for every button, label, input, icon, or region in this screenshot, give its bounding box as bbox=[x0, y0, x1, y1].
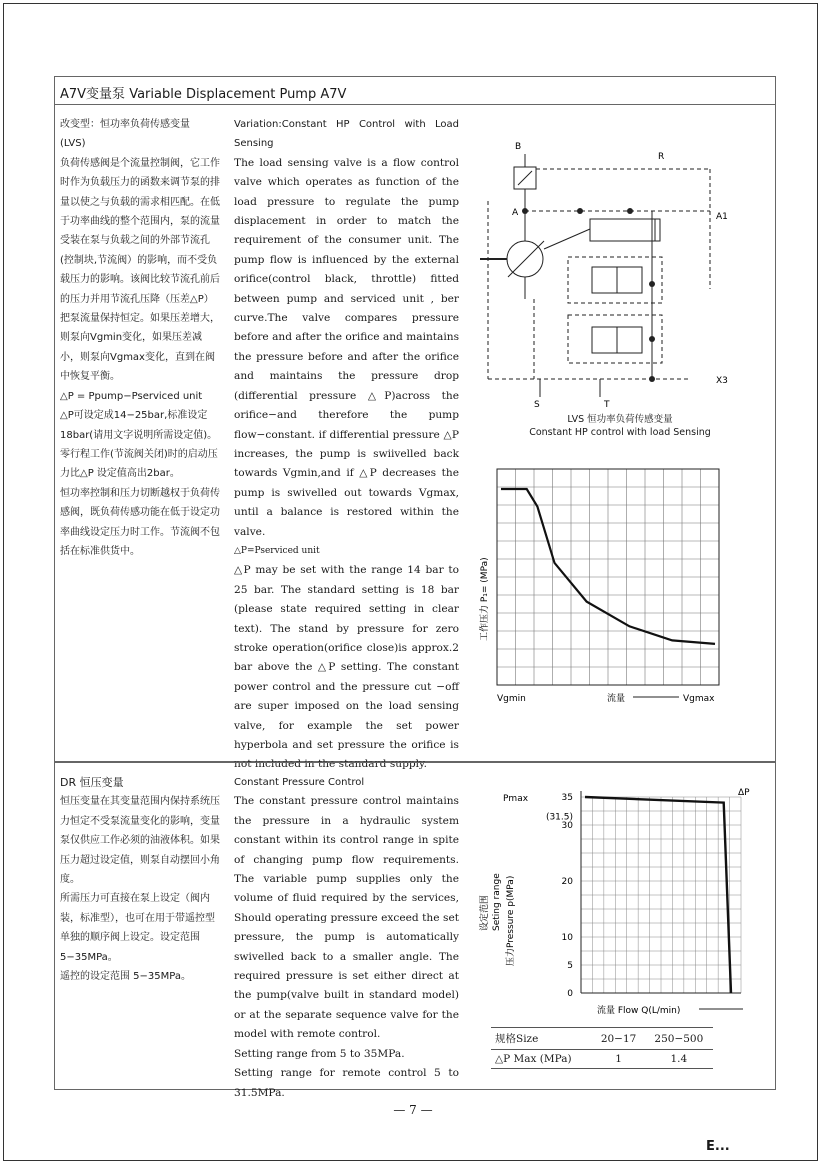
label-t: T bbox=[604, 400, 610, 409]
dr-zh-body3: 遥控的设定范围 5−35MPa。 bbox=[60, 971, 191, 983]
dr-zh-title: DR 恒压变量 bbox=[60, 776, 124, 789]
lvs-zh-body: 负荷传感阀是个流量控制阀，它工作时作为负载压力的函数来调节泵的排量以使之与负载的需求相匹配。在低于功率曲线的整个范围内，泵的流量受装在泵与负载之间的外部节流孔(控制块,节流阀）的影响，而不受负载压力的影响。该阀比较节流孔前后的压力并用节流孔压降（压差△P）把泵流量保持恒定。如果压差增大，则泵向Vgmin变化，如果压差减小，则泵向Vgmax变化，直到在阀中恢复平衡。 bbox=[60, 157, 220, 383]
lvs-zh-title2: (LVS) bbox=[60, 138, 86, 150]
lvs-english-column bbox=[234, 115, 459, 775]
lvs-en-body2: △P may be set with the range 14 bar to 25 bar. The standard setting is 18 bar (please state required setting in clear text). The stand by pressure for zero stroke operation(orifice close)is approx.2 bar above the △P setting. The constant power control and the pressure cut −off are super imposed on the load sensing valve, for example the set power hyperbola and set pressure the orifice is not included in the standard supply. bbox=[234, 564, 459, 771]
dr-en-body: The constant pressure control maintains the pressure in a hydraulic system constant within its control range in spite of changing pump flow requirements. The variable pump supplies only the volume of fluid required by the services, Should operating pressure exceed the set pressure, the pump is automatically swivelled back to a smaller angle. The required pressure is set either direct at the pump(valve built in standard model) or at the separate sequence valve for the model with remote control. bbox=[234, 795, 459, 1041]
dp-spec-table bbox=[491, 1027, 713, 1069]
dr-english-column bbox=[234, 773, 459, 1103]
table-cell: 250−500 bbox=[645, 1028, 713, 1050]
label-a1: A1 bbox=[716, 212, 728, 222]
y-tick-label: 5 bbox=[567, 961, 573, 971]
label-s: S bbox=[534, 400, 540, 409]
y-tick-label: (31.5) bbox=[545, 812, 573, 823]
label-b: B bbox=[515, 142, 522, 152]
schematic-caption-zh: LVS 恒功率负荷传感变量 bbox=[567, 414, 673, 425]
curve-xmax-label: Vgmax bbox=[683, 694, 715, 704]
lvs-zh-body3: 恒功率控制和压力切断越权于负荷传感阀，既负荷传感功能在低于设定功率曲线设定压力时工作。节流阀不包括在标准供货中。 bbox=[60, 487, 220, 557]
table-row bbox=[491, 1050, 713, 1069]
pump-symbol bbox=[507, 241, 543, 277]
page-header: A7V变量泵 Variable Displacement Pump A7V bbox=[55, 77, 775, 105]
page-number: — 7 — bbox=[393, 1103, 433, 1117]
y-tick-label: 20 bbox=[561, 877, 573, 887]
curve-ylabel: 工作压力 P₁= (MPa) bbox=[480, 557, 490, 641]
table-cell: 20−17 bbox=[592, 1028, 644, 1050]
lvs-en-formula: △P=Pserviced unit bbox=[234, 545, 320, 556]
label-x3: X3 bbox=[716, 376, 728, 386]
lvs-section bbox=[54, 76, 776, 771]
lvs-en-body: The load sensing valve is a flow control valve which operates as function of the load pressure to regulate the pump displacement in order to match the requirement of the consumer unit. The pump flow is influenced by the external orifice(control black, throttle) fitted between pump and serviced unit , ber curve.The valve compares pressure before and after the orifice and maintains the pressure before and after the orifice and maintains the pressure drop (differential pressure △P)across the orifice−and therefore the pump flow−constant. if differential pressure △P increases, the pump is swiivelled back towards Vgmin,and if △P decreases the pump is swivelled out towards Vgmax, until a balance is restored within the valve. bbox=[234, 156, 459, 538]
y-tick-label: 0 bbox=[567, 989, 573, 999]
dr-en-title: Constant Pressure Control bbox=[234, 777, 365, 788]
curve-xmin-label: Vgmin bbox=[497, 694, 526, 704]
lvs-zh-body2: △P可设定成14−25bar,标准设定18bar(请用文字说明所需设定值)。零行程工作(节流阀关闭)时的启动压力比△P 设定值高出2bar。 bbox=[60, 410, 218, 480]
lvs-en-title: Variation:Constant HP Control with Load Sensing bbox=[234, 119, 459, 150]
footer-mark: E... bbox=[706, 1139, 730, 1154]
lvs-zh-title: 改变型：恒功率负荷传感变量 bbox=[60, 119, 190, 130]
label-a: A bbox=[512, 208, 519, 218]
y-tick-label: 10 bbox=[561, 933, 573, 943]
y-tick-label: 35 bbox=[561, 793, 573, 803]
curve-xlabel: 流量 bbox=[607, 694, 626, 704]
dr-zh-body2: 所需压力可直接在泵上设定（阀内装，标准型），也可在用于带遥控型单独的顺序阀上设定。设定范围 5−35MPa。 bbox=[60, 893, 215, 963]
lvs-zh-formula: △P = Ppump−Pserviced unit bbox=[60, 390, 203, 402]
schematic-caption-en: Constant HP control with load Sensing bbox=[529, 427, 711, 438]
table-cell: △P Max (MPa) bbox=[491, 1050, 592, 1069]
lvs-schematic bbox=[480, 139, 760, 409]
table-cell: 规格Size bbox=[491, 1028, 592, 1050]
table-cell: 1.4 bbox=[645, 1050, 713, 1069]
label-r: R bbox=[658, 152, 665, 162]
y-tick-label: 30 bbox=[561, 821, 573, 831]
dr-chinese-column bbox=[60, 773, 220, 986]
chart-xlabel: 流量 Flow Q(L/min) bbox=[597, 1006, 681, 1016]
pmax-label: Pmax bbox=[503, 794, 529, 804]
table-header-row bbox=[491, 1028, 713, 1050]
dr-pressure-chart bbox=[473, 771, 773, 1023]
chart-ylabel-en: Seting range bbox=[492, 873, 502, 931]
chart-ylabel2: 压力Pressure p(MPa) bbox=[506, 875, 516, 966]
dr-en-range2: Setting range for remote control 5 to 31.5MPa. bbox=[234, 1067, 459, 1099]
dp-label: ΔP bbox=[738, 788, 750, 798]
lvs-power-curve bbox=[473, 461, 733, 711]
dr-zh-body: 恒压变量在其变量范围内保持系统压力恒定不受泵流量变化的影响，变量泵仅供应工作必须的油液体积。如果压力超过设定值，则泵自动摆回小角度。 bbox=[60, 796, 220, 886]
dr-section bbox=[54, 762, 776, 1099]
dr-en-range1: Setting range from 5 to 35MPa. bbox=[234, 1047, 405, 1060]
chart-ylabel-zh: 设定范围 bbox=[480, 894, 490, 931]
table-cell: 1 bbox=[592, 1050, 644, 1069]
lvs-chinese-column bbox=[60, 115, 220, 561]
